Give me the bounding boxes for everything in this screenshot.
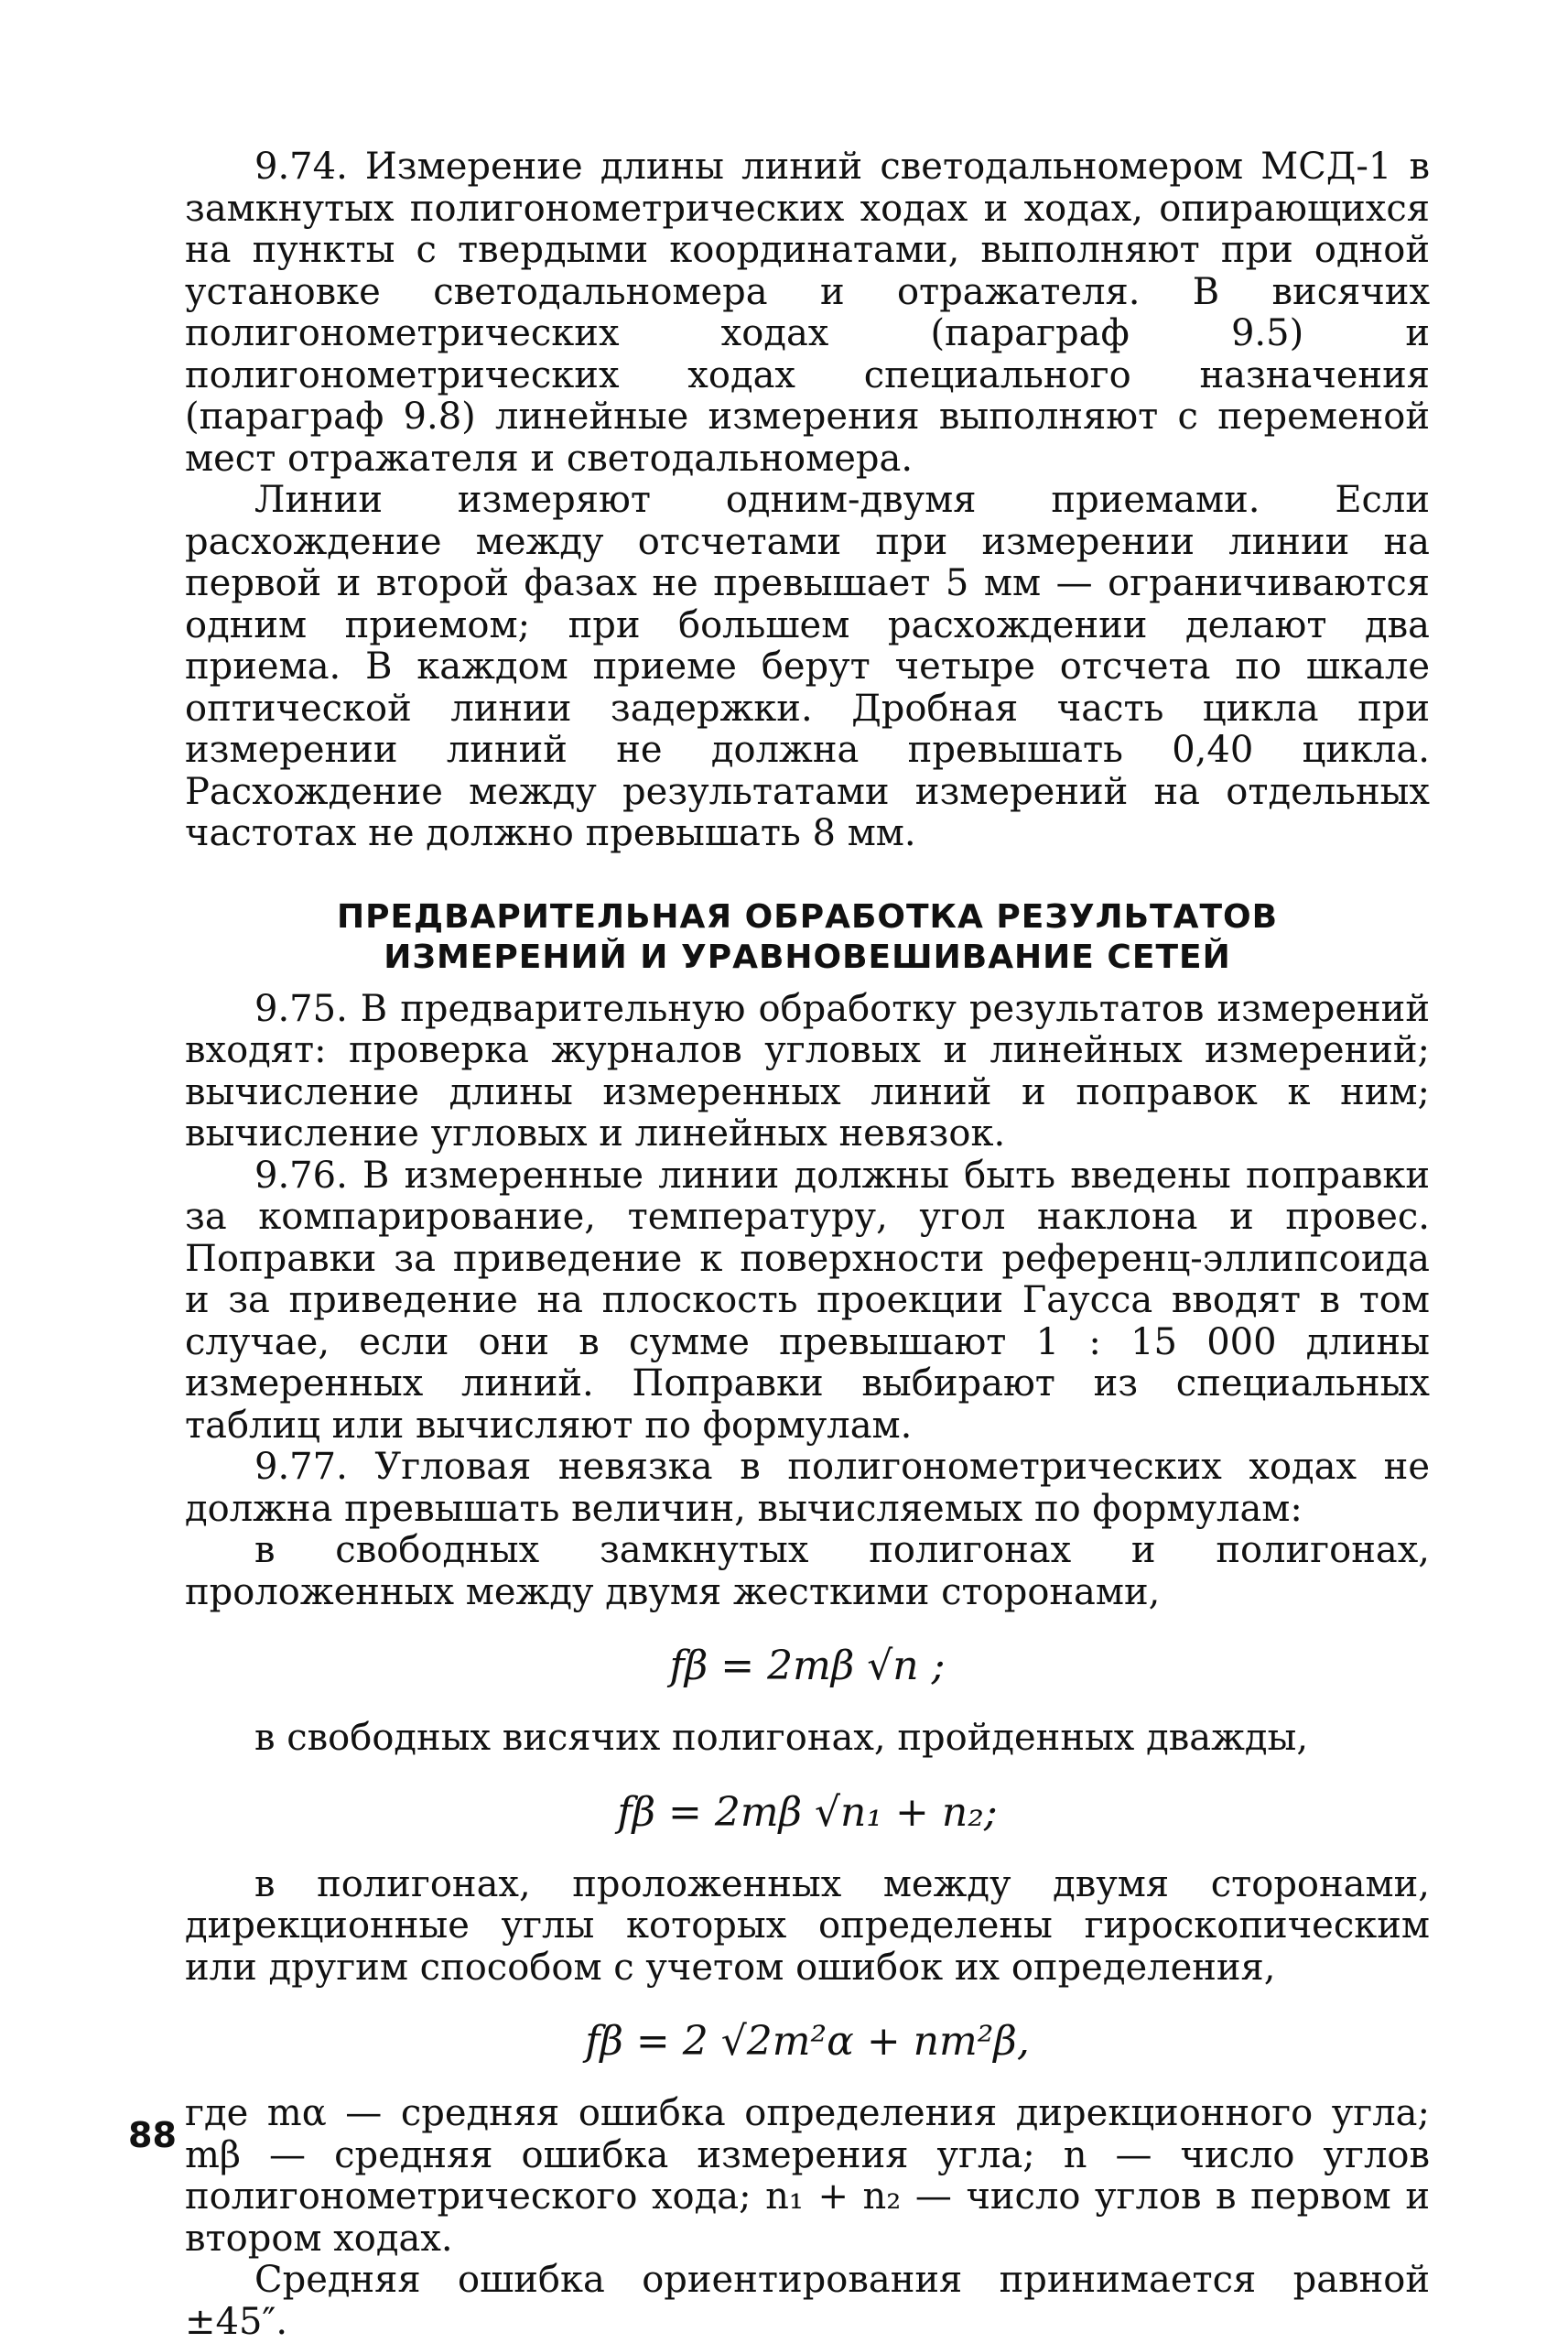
formula-gyroscopic-polygons: fβ = 2 √2m²α + nm²β, — [585, 2018, 1030, 2065]
heading-line-1: ПРЕДВАРИТЕЛЬНАЯ ОБРАБОТКА РЕЗУЛЬТАТОВ — [336, 897, 1279, 936]
paragraph-gyroscopic-polygons: в полигонах, проложенных между двумя сторонами, дирекционные углы которых определены гироскопическим или другим способом с учетом ошибок их определения, — [185, 1862, 1430, 1989]
formula-closed-polygons: fβ = 2mβ √n ; — [669, 1643, 946, 1689]
paragraph-hanging-polygons: в свободных висячих полигонах, пройденных дважды, — [254, 1717, 1309, 1759]
paragraph-definitions: где mα — средняя ошибка определения дирекционного угла; mβ — средняя ошибка измерения угла; n — число углов полигонометрического хода; n₁ + n₂ — число углов в первом и втором ходах. — [185, 2092, 1430, 2260]
paragraph-orientation-error: Средняя ошибка ориентирования принимается равной ±45″. — [185, 2259, 1430, 2343]
paragraph-9-75: 9.75. В предварительную обработку результатов измерений входят: проверка журналов угловых и линейных измерений; вычисление длины измеренных линий и поправок к ним; вычисление угловых и линейных невязок. — [185, 987, 1430, 1155]
paragraph-measurement-methods: Линии измеряют одним-двумя приемами. Если расхождение между отсчетами при измерении линии на первой и второй фазах не превышает 5 мм — ограничиваются одним приемом; при большем расхождении делают два приема. В каждом приеме берут четыре отсчета по шкале оптической линии задержки. Дробная часть цикла при измерении линий не должна превышать 0,40 цикла. Расхождение между результатами измерений на отдельных частотах не должно превышать 8 мм. — [185, 479, 1430, 854]
paragraph-closed-polygons: в свободных замкнутых полигонах и полигонах, проложенных между двумя жесткими сторонами, — [185, 1529, 1430, 1613]
paragraph-9-77: 9.77. Угловая невязка в полигонометрических ходах не должна превышать величин, вычисляемых по формулам: — [185, 1446, 1430, 1530]
section-heading — [185, 897, 1430, 978]
formula-hanging-polygons: fβ = 2mβ √n₁ + n₂; — [617, 1788, 998, 1836]
paragraph-9-76: 9.76. В измеренные линии должны быть введены поправки за компарирование, температуру, угол наклона и провес. Поправки за приведение к поверхности референц-эллипсоида и за приведение на плоскость проекции Гаусса вводят в том случае, если они в сумме превышают 1 : 15 000 длины измеренных линий. Поправки выбирают из специальных таблиц или вычисляют по формулам. — [185, 1154, 1430, 1447]
page-body — [185, 146, 1430, 2343]
heading-line-2: ИЗМЕРЕНИЙ И УРАВНОВЕШИВАНИЕ СЕТЕЙ — [384, 938, 1231, 976]
page-number: 88 — [128, 2115, 177, 2155]
paragraph-9-74: 9.74. Измерение длины линий светодальномером МСД-1 в замкнутых полигонометрических ходах и ходах, опирающихся на пункты с твердыми координатами, выполняют при одной установке светодальномера и отражателя. В висячих полигонометрических ходах (параграф 9.5) и полигонометрических ходах специального назначения (параграф 9.8) линейные измерения выполняют с переменой мест отражателя и светодальномера. — [185, 146, 1430, 480]
